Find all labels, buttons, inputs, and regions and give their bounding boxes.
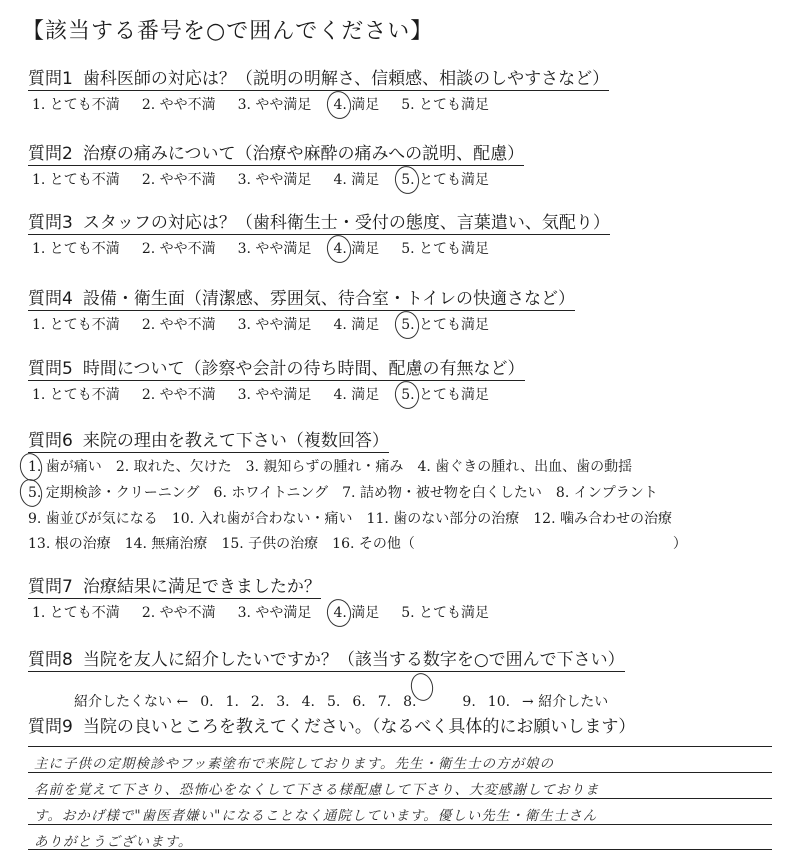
option-1[interactable]: 1. とても不満 [32, 241, 120, 257]
selection-circle [393, 309, 422, 341]
question-4-options [32, 316, 511, 334]
option-4[interactable]: 4. 満足 [333, 172, 380, 188]
handwritten-answer-line: 主に子供の定期検診やフッ素塗布で来院しております。先生・衛生士の方が娘の [34, 756, 554, 772]
option-1[interactable]: 1. とても不満 [32, 317, 120, 333]
answer-rule [28, 772, 772, 773]
question-6-title [28, 430, 389, 453]
option-2[interactable]: 2. やや不満 [141, 605, 216, 621]
option-5[interactable]: 5. とても満足 [401, 316, 489, 334]
question-7-number: 質問7 [28, 577, 73, 597]
q6-option[interactable]: 16. その他（ [332, 536, 415, 552]
scale-right-label: → 紹介したい [522, 694, 609, 710]
q6-option[interactable]: 1. 歯が痛い [28, 458, 102, 476]
option-5[interactable]: 5. とても満足 [401, 241, 490, 257]
option-3[interactable]: 3. やや満足 [237, 241, 312, 257]
q6-option[interactable]: 6. ホワイトニング [213, 485, 329, 501]
handwritten-answer-line: ありがとうございます。 [34, 834, 193, 850]
question-6-text: 来院の理由を教えて下さい（複数回答） [82, 431, 389, 451]
option-2[interactable]: 2. やや不満 [141, 97, 216, 113]
question-1-number: 質問1 [28, 69, 73, 89]
question-7-text: 治療結果に満足できましたか？ [82, 577, 321, 597]
question-9-text: 当院の良いところを教えてください。（なるべく具体的にお願いします） [82, 717, 636, 737]
option-2[interactable]: 2. やや不満 [141, 317, 216, 333]
q6-option[interactable]: 7. 詰め物・被せ物を白くしたい [342, 485, 542, 501]
handwritten-answer-line: 名前を覚えて下さり、恐怖心をなくして下さる様配慮して下さり、大変感謝しておりま [34, 782, 600, 798]
handwritten-answer-line: す。おかげ様で"歯医者嫌い"になることなく通院しています。優しい先生・衛生士さん [34, 808, 598, 824]
selection-circle [325, 233, 354, 265]
selection-circle [325, 597, 354, 629]
scale-left-label: 紹介したくない ← [74, 694, 189, 710]
question-6-row-4 [28, 535, 701, 553]
question-8-text: 当院を友人に紹介したいですか？（該当する数字を○で囲んで下さい） [82, 650, 625, 670]
question-8-title [28, 649, 625, 672]
question-3-options [32, 240, 511, 258]
question-6-row-1 [28, 458, 646, 476]
question-3-title [28, 212, 610, 235]
selection-circle [393, 164, 422, 196]
option-2[interactable]: 2. やや不満 [141, 387, 216, 403]
selection-circle [409, 671, 436, 703]
q6-option[interactable]: 2. 取れた、欠けた [115, 459, 232, 475]
q6-option[interactable]: 4. 歯ぐきの腫れ、出血、歯の動揺 [417, 459, 633, 475]
scale-number-10[interactable]: 10. [487, 694, 511, 710]
scale-number-5[interactable]: 5. [326, 694, 341, 710]
selection-circle [17, 477, 44, 509]
question-5-title [28, 358, 525, 381]
question-9-title [28, 716, 635, 738]
option-3[interactable]: 3. やや満足 [237, 605, 312, 621]
question-1-title [28, 68, 609, 91]
question-9-number: 質問9 [28, 717, 73, 737]
scale-number-7[interactable]: 7. [377, 694, 392, 710]
answer-rule [28, 746, 772, 747]
scale-number-1[interactable]: 1. [225, 694, 239, 710]
q6-option[interactable]: 9. 歯並びが気になる [28, 511, 158, 527]
selection-circle [17, 451, 44, 483]
answer-rule [28, 824, 772, 825]
option-5[interactable]: 5. とても満足 [401, 386, 489, 404]
question-8-number: 質問8 [28, 650, 73, 670]
q6-option[interactable]: 12. 噛み合わせの治療 [533, 511, 672, 527]
option-2[interactable]: 2. やや不満 [141, 172, 216, 188]
q6-option[interactable]: 3. 親知らずの腫れ・痛み [245, 459, 404, 475]
question-4-number: 質問4 [28, 289, 73, 309]
question-8-scale [74, 678, 620, 711]
question-2-text: 治療の痛みについて（治療や麻酔の痛みへの説明、配慮） [82, 144, 525, 164]
option-3[interactable]: 3. やや満足 [237, 387, 312, 403]
question-6-number: 質問6 [28, 431, 73, 451]
option-5[interactable]: 5. とても満足 [401, 171, 489, 189]
option-3[interactable]: 3. やや満足 [237, 317, 312, 333]
scale-number-4[interactable]: 4. [301, 694, 315, 710]
question-1-text: 歯科医師の対応は？（説明の明解さ、信頼感、相談のしやすさなど） [82, 69, 610, 89]
scale-number-6[interactable]: 6. [352, 694, 366, 710]
q6-option[interactable]: 14. 無痛治療 [124, 536, 208, 552]
q6-option[interactable]: 10. 入れ歯が合わない・痛い [171, 511, 353, 527]
question-2-number: 質問2 [28, 144, 73, 164]
option-5[interactable]: 5. とても満足 [401, 97, 490, 113]
option-4[interactable]: 4. 満足 [333, 96, 379, 114]
selection-circle [393, 379, 422, 411]
selection-circle [325, 89, 354, 121]
option-3[interactable]: 3. やや満足 [237, 172, 312, 188]
scale-number-8[interactable]: 8. [403, 678, 450, 710]
question-7-title [28, 576, 321, 599]
question-5-options [32, 386, 511, 404]
option-4[interactable]: 4. 満足 [333, 604, 379, 622]
question-5-text: 時間について（診察や会計の待ち時間、配慮の有無など） [82, 359, 525, 379]
option-3[interactable]: 3. やや満足 [237, 97, 312, 113]
option-1[interactable]: 1. とても不満 [32, 97, 120, 113]
q6-option[interactable]: ） [672, 536, 687, 552]
option-2[interactable]: 2. やや不満 [141, 241, 216, 257]
answer-rule [28, 798, 772, 799]
question-1-options [32, 96, 511, 114]
question-2-options [32, 171, 511, 189]
option-1[interactable]: 1. とても不満 [32, 387, 120, 403]
q6-option[interactable]: 8. インプラント [555, 485, 658, 501]
q6-option[interactable]: 11. 歯のない部分の治療 [366, 511, 520, 527]
question-6-row-3 [28, 510, 686, 528]
option-4[interactable]: 4. 満足 [333, 317, 380, 333]
q6-option[interactable]: 13. 根の治療 [28, 536, 111, 552]
option-5[interactable]: 5. とても満足 [401, 605, 490, 621]
question-3-number: 質問3 [28, 213, 73, 233]
q6-option[interactable]: 5. 定期検診・クリーニング [28, 484, 200, 502]
option-4[interactable]: 4. 満足 [333, 387, 380, 403]
scale-number-2[interactable]: 2. [250, 694, 265, 710]
question-7-options [32, 604, 511, 622]
scale-number-0[interactable]: 0. [200, 694, 214, 710]
scale-number-9[interactable]: 9. [462, 694, 476, 710]
question-4-text: 設備・衛生面（清潔感、雰囲気、待合室・トイレの快適さなど） [82, 289, 575, 309]
scale-number-3[interactable]: 3. [276, 694, 290, 710]
instruction-header: 【該当する番号を○で囲んでください】 [22, 19, 434, 44]
question-2-title [28, 143, 524, 166]
question-5-number: 質問5 [28, 359, 73, 379]
question-4-title [28, 288, 575, 311]
q6-option[interactable]: 15. 子供の治療 [221, 536, 319, 552]
option-1[interactable]: 1. とても不満 [32, 605, 120, 621]
question-6-row-2 [28, 484, 672, 502]
option-1[interactable]: 1. とても不満 [32, 172, 120, 188]
option-4[interactable]: 4. 満足 [333, 240, 379, 258]
question-3-text: スタッフの対応は？（歯科衛生士・受付の態度、言葉遣い、気配り） [82, 213, 610, 233]
